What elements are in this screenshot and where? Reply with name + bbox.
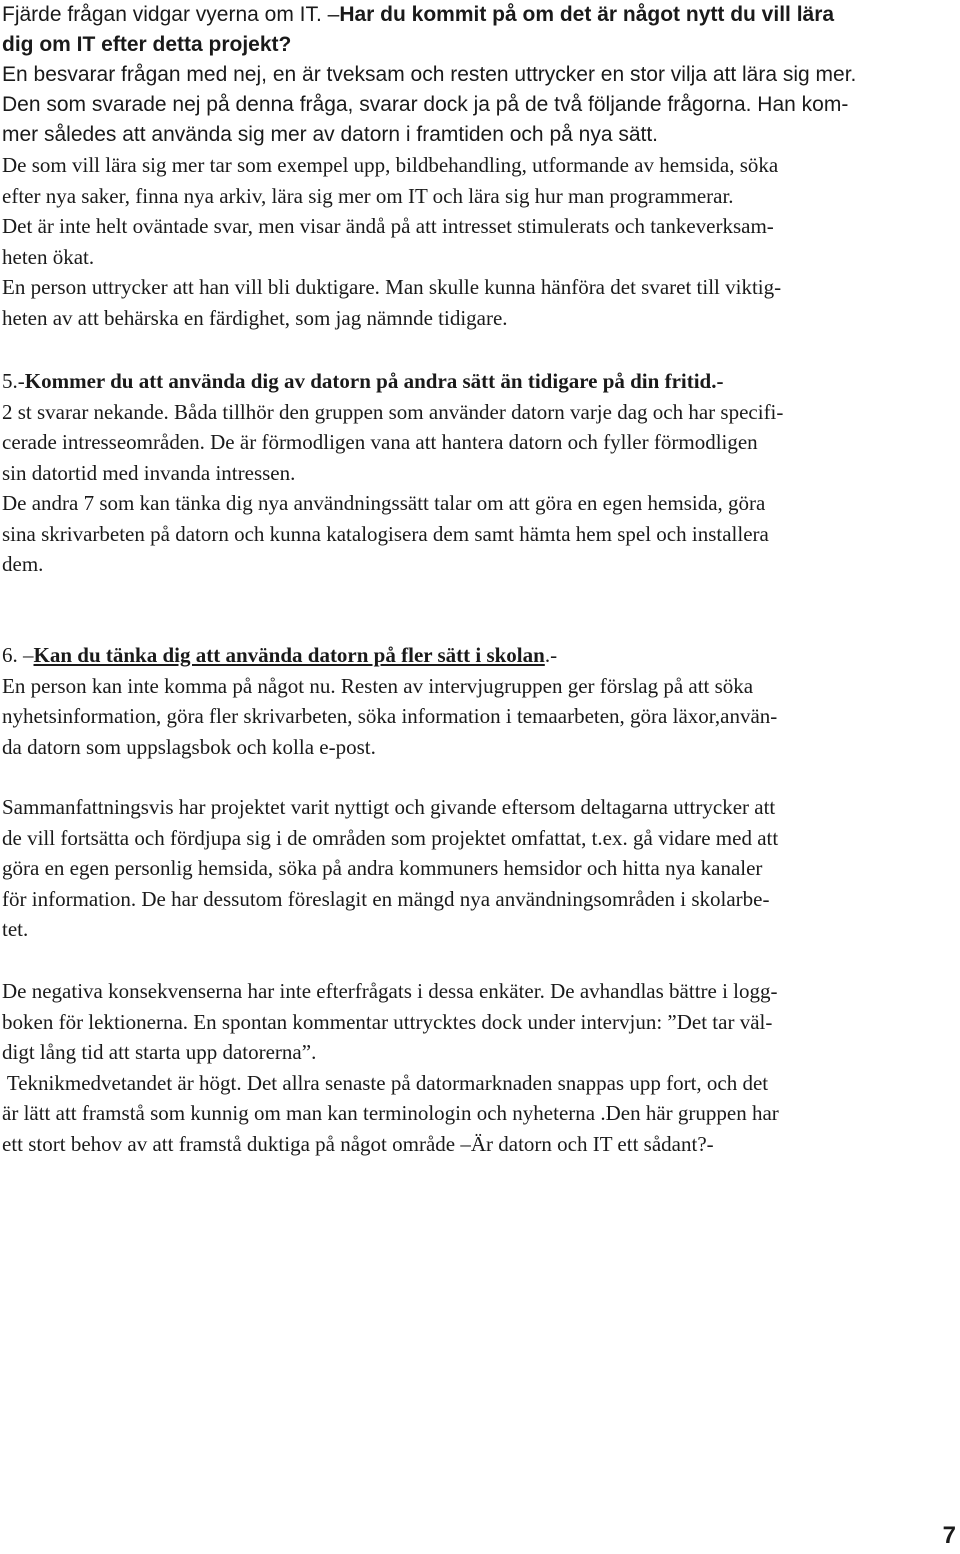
paragraph-line: de vill fortsätta och fördjupa sig i de områden som projektet omfattat, t.ex. gå vidare med att — [2, 825, 779, 850]
paragraph-line: dem. — [2, 552, 44, 576]
question-4-section — [2, 0, 954, 150]
summary-section — [2, 792, 954, 945]
paragraph-line: sin datortid med invanda intressen. — [2, 460, 296, 485]
negatives-section — [2, 976, 954, 1159]
paragraph-line: tet. — [2, 917, 29, 941]
paragraph-line: göra en egen personlig hemsida, söka på andra kommuners hemsidor och hitta nya kanaler — [2, 856, 763, 880]
paragraph-line: Teknikmedvetandet är högt. Det allra senaste på datormarknaden snappas upp fort, och det — [2, 1070, 769, 1095]
paragraph-line: mer således att använda sig mer av datorn i framtiden och på nya sätt. — [2, 123, 659, 146]
paragraph-line: sina skrivarbeten på datorn och kunna katalogisera dem samt hämta hem spel och installera — [2, 521, 769, 546]
paragraph-line: De negativa konsekvenserna har inte efterfrågats i dessa enkäter. De avhandlas bättre i logg- — [2, 979, 778, 1003]
paragraph-line: boken för lektionerna. En spontan kommentar uttrycktes dock under intervjun: ”Det tar väl- — [2, 1009, 773, 1034]
paragraph-line: De som vill lära sig mer tar som exempel upp, bildbehandling, utformande av hemsida, söka — [2, 153, 779, 177]
paragraph-line: En person uttrycker att han vill bli duktigare. Man skulle kunna hänföra det svaret till viktig- — [2, 275, 782, 299]
paragraph-line: 2 st svarar nekande. Båda tillhör den gruppen som använder datorn varje dag och har specifi- — [2, 399, 784, 424]
page-number: 7 — [942, 1522, 956, 1549]
question-6-tail: .- — [544, 643, 558, 667]
paragraph-line: da datorn som uppslagsbok och kolla e-post. — [2, 734, 376, 759]
paragraph-line: En person kan inte komma på något nu. Resten av intervjugruppen ger förslag på att söka — [2, 673, 754, 698]
paragraph-line: ett stort behov av att framstå duktiga på något område –Är datorn och IT ett sådant?- — [2, 1131, 714, 1156]
question-5-line — [2, 366, 954, 397]
paragraph-line: nyhetsinformation, göra fler skrivarbeten, söka information i temaarbeten, göra läxor,använ- — [2, 704, 778, 728]
question-6-section — [2, 640, 954, 762]
paragraph-line: Sammanfattningsvis har projektet varit nyttigt och givande eftersom deltagarna uttrycker att — [2, 795, 776, 819]
paragraph-line: heten ökat. — [2, 244, 95, 269]
question-5-number: 5.- — [2, 369, 25, 393]
question-6-heading: Kan du tänka dig att använda datorn på fler sätt i skolan — [33, 643, 545, 667]
paragraph-line: digt lång tid att starta upp datorerna”. — [2, 1040, 317, 1064]
question-4-intro: Fjärde frågan vidgar vyerna om IT. – — [2, 3, 340, 26]
paragraph-line: Det är inte helt oväntade svar, men visar ändå på att intresset stimulerats och tankeverksam- — [2, 214, 774, 238]
paragraph-line: De andra 7 som kan tänka dig nya användningssätt talar om att göra en egen hemsida, göra — [2, 491, 766, 515]
paragraph-line: heten av att behärska en färdighet, som jag nämnde tidigare. — [2, 305, 508, 330]
question-4-line — [2, 30, 954, 60]
paragraph-line: efter nya saker, finna nya arkiv, lära sig mer om IT och lära sig hur man programmerar. — [2, 183, 734, 208]
question-4-line — [2, 0, 954, 30]
question-4-answers — [2, 150, 954, 333]
paragraph-line: Den som svarade nej på denna fråga, svarar dock ja på de två följande frågorna. Han kom- — [2, 93, 849, 116]
paragraph-line: för information. De har dessutom föreslagit en mängd nya användningsområden i skolarbe- — [2, 886, 770, 911]
question-5-heading: Kommer du att använda dig av datorn på andra sätt än tidigare på din fritid.- — [24, 369, 724, 393]
paragraph-line: En besvarar frågan med nej, en är tveksam och resten uttrycker en stor vilja att lära sig mer. — [2, 63, 857, 86]
question-6-number: 6. – — [2, 643, 34, 667]
question-4-heading-cont: dig om IT efter detta projekt? — [2, 33, 292, 56]
question-5-section — [2, 366, 954, 580]
question-4-heading: Har du kommit på om det är något nytt du vill lära — [339, 3, 835, 26]
paragraph-line: är lätt att framstå som kunnig om man kan terminologin och nyheterna .Den här gruppen har — [2, 1101, 779, 1125]
question-6-line — [2, 640, 954, 671]
paragraph-line: cerade intresseområden. De är förmodligen vana att hantera datorn och fyller förmodligen — [2, 430, 758, 454]
